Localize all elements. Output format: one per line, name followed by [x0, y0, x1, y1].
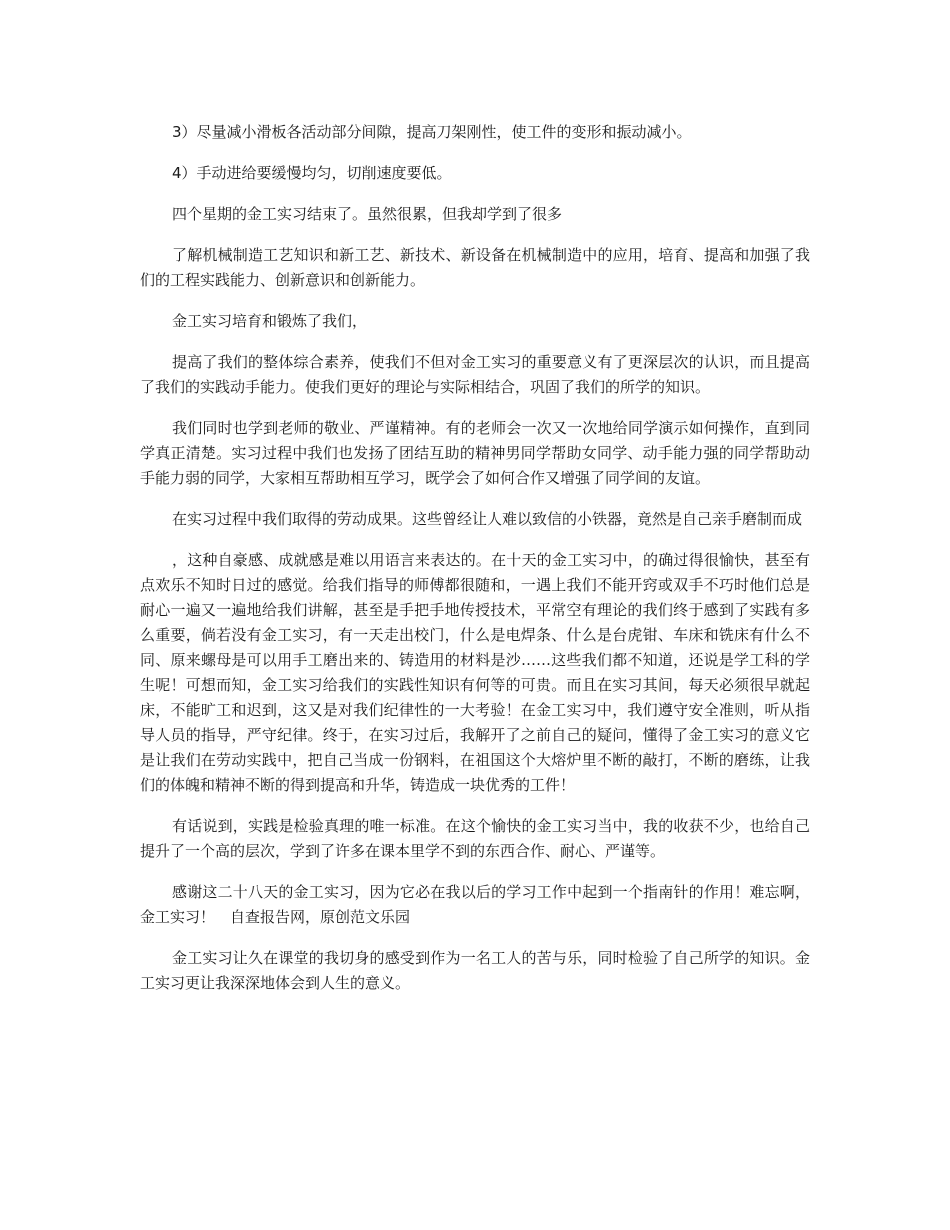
- paragraph: 金工实习让久在课堂的我切身的感受到作为一名工人的苦与乐，同时检验了自己所学的知识。金工实习更让我深深地体会到人生的意义。: [140, 949, 810, 992]
- paragraph: 3）尽量减小滑板各活动部分间隙，提高刀架刚性，使工件的变形和振动减小。: [172, 123, 692, 141]
- document-body: [140, 120, 810, 1012]
- paragraph: 在实习过程中我们取得的劳动成果。这些曾经让人难以致信的小铁器，竟然是自己亲手磨制而成: [172, 510, 803, 528]
- paragraph: ，这种自豪感、成就感是难以用语言来表达的。在十天的金工实习中，的确过得很愉快，甚至有点欢乐不知时日过的感觉。给我们指导的师傅都很随和，一遇上我们不能开窍或双手不巧时他们总是耐心一遍又一遍地给我们讲解，甚至是手把手地传授技术，平常空有理论的我们终于感到了实践有多么重要，倘若没有金工实习，有一天走出校门，什么是电焊条、什么是台虎钳、车床和铣床有什么不同、原来螺母是可以用手工磨出来的、铸造用的材料是沙……这些我们都不知道，还说是学工科的学生呢！可想而知，金工实习给我们的实践性知识有何等的可贵。而且在实习其间，每天必须很早就起床，不能旷工和迟到，这又是对我们纪律性的一大考验！在金工实习中，我们遵守安全准则，听从指导人员的指导，严守纪律。终于，在实习过后，我解开了之前自己的疑问，懂得了金工实习的意义它是让我们在劳动实践中，把自己当成一份钢料，在祖国这个大熔炉里不断的敲打，不断的磨练，让我们的体魄和精神不断的得到提高和升华，铸造成一块优秀的工件！: [140, 551, 810, 794]
- paragraph: 有话说到，实践是检验真理的唯一标准。在这个愉快的金工实习当中，我的收获不少，也给自己提升了一个高的层次，学到了许多在课本里学不到的东西合作、耐心、严谨等。: [140, 817, 810, 860]
- paragraph: 了解机械制造工艺知识和新工艺、新技术、新设备在机械制造中的应用，培育、提高和加强了我们的工程实践能力、创新意识和创新能力。: [140, 246, 810, 289]
- paragraph: 4）手动进给要缓慢均匀，切削速度要低。: [172, 164, 452, 182]
- paragraph: 感谢这二十八天的金工实习，因为它必在我以后的学习工作中起到一个指南针的作用！难忘啊，金工实习！ 自查报告网，原创范文乐园: [140, 883, 810, 926]
- paragraph: 提高了我们的整体综合素养，使我们不但对金工实习的重要意义有了更深层次的认识，而且提高了我们的实践动手能力。使我们更好的理论与实际相结合，巩固了我们的所学的知识。: [140, 353, 810, 396]
- paragraph: 金工实习培育和锻炼了我们，: [172, 312, 368, 330]
- paragraph: 我们同时也学到老师的敬业、严谨精神。有的老师会一次又一次地给同学演示如何操作，直到同学真正清楚。实习过程中我们也发扬了团结互助的精神男同学帮助女同学、动手能力强的同学帮助动手能力弱的同学，大家相互帮助相互学习，既学会了如何合作又增强了同学间的友谊。: [140, 419, 810, 487]
- paragraph: 四个星期的金工实习结束了。虽然很累，但我却学到了很多: [172, 205, 563, 223]
